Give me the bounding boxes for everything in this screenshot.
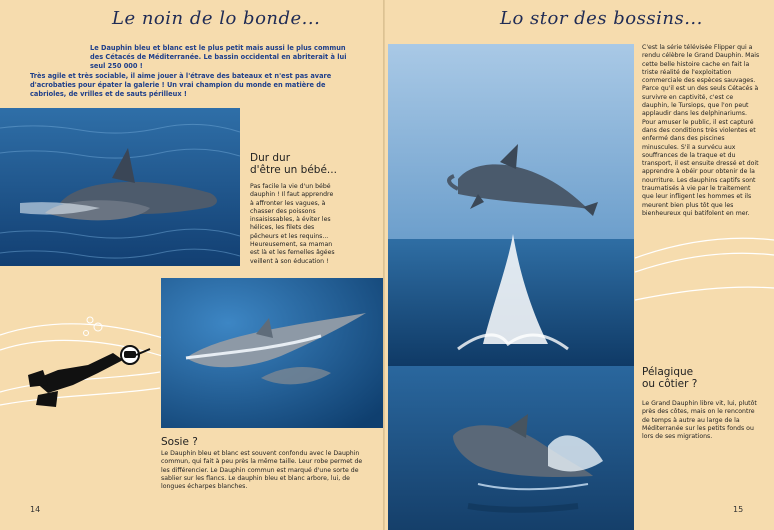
- left-page-title: Le noin de lo bonde...: [112, 8, 321, 29]
- dolphin-mother-calf-photo: [0, 108, 240, 266]
- section-heading-pelagique-line2: ou côtier ?: [642, 378, 698, 390]
- right-page: [385, 0, 774, 530]
- section-heading-baby: [250, 152, 337, 176]
- section-heading-pelagique: [642, 366, 697, 390]
- intro-paragraph-1: Le Dauphin bleu et blanc est le plus petit mais aussi le plus commun des Cétacés de Méditerranée. Le bassin occidental en abriterait à lui seul 250 000 !: [90, 44, 347, 70]
- left-page: [0, 0, 385, 530]
- section-heading-baby-line1: Dur dur: [250, 152, 291, 164]
- intro-paragraph-2: Très agile et très sociable, il aime jouer à l'étrave des bateaux et n'est pas avare d'acrobaties pour épater la galerie ! Un vrai champion du monde en matière de cabrioles, de vrilles et de sauts périlleux !: [30, 72, 332, 98]
- diver-illustration: [28, 315, 158, 415]
- section-heading-sosie: Sosie ?: [161, 436, 198, 448]
- right-page-title: Lo stor des bossins...: [500, 8, 703, 29]
- section-text-baby: Pas facile la vie d'un bébé dauphin ! Il faut apprendre à affronter les vagues, à chasser des poissons insaisissables, à éviter les hélices, les filets des pêcheurs et les requins... Heureusement, sa maman est là et les femelles âgées veillent à son éducation !: [250, 183, 335, 265]
- page-number-right: 15: [733, 505, 744, 514]
- section-text-pelagique: Le Grand Dauphin libre vit, lui, plutôt près des côtes, mais on le rencontre de temps à autre au large de la Méditerranée sur les petits fonds ou lors de ses migrations.: [642, 400, 757, 441]
- striped-dolphins-photo: [161, 278, 385, 428]
- section-heading-pelagique-line1: Pélagique: [642, 366, 694, 378]
- page-number-left: 14: [30, 505, 41, 514]
- section-heading-baby-line2: d'être un bébé...: [250, 164, 337, 176]
- section-text-sosie: Le Dauphin bleu et blanc est souvent confondu avec le Dauphin commun, qui fait à peu près la même taille. Leur robe permet de les différencier. Le Dauphin commun est marqué d'une sorte de sablier sur les flancs. Le dauphin bleu et blanc arbore, lui, de longues écharpes blanches.: [161, 450, 363, 491]
- bottlenose-surfacing-photo: [388, 366, 634, 530]
- section-text-flipper: C'est la série télévisée Flipper qui a rendu célèbre le Grand Dauphin. Mais cette belle histoire cache en fait la triste réalité de l'exploitation commerciale des espèces sauvages. Parce qu'il est un des seuls Cétacés à survivre en captivité, c'est ce dauphin, le Tursiops, que l'on peut applaudir dans les delphinariums. Pour amuser le public, il est capturé dans des conditions très violentes et enfermé dans des piscines minuscules. S'il a survécu aux souffrances de la traque et du transport, il est ensuite dressé et doit apprendre à obéir pour obtenir de la nourriture. Les dauphins captifs sont traumatisés à vie par le traitement que leur infligent les hommes et ils meurent bien plus tôt que les bienheureux qui batifolent en mer.: [642, 44, 760, 217]
- bottlenose-jumping-photo: [388, 44, 634, 366]
